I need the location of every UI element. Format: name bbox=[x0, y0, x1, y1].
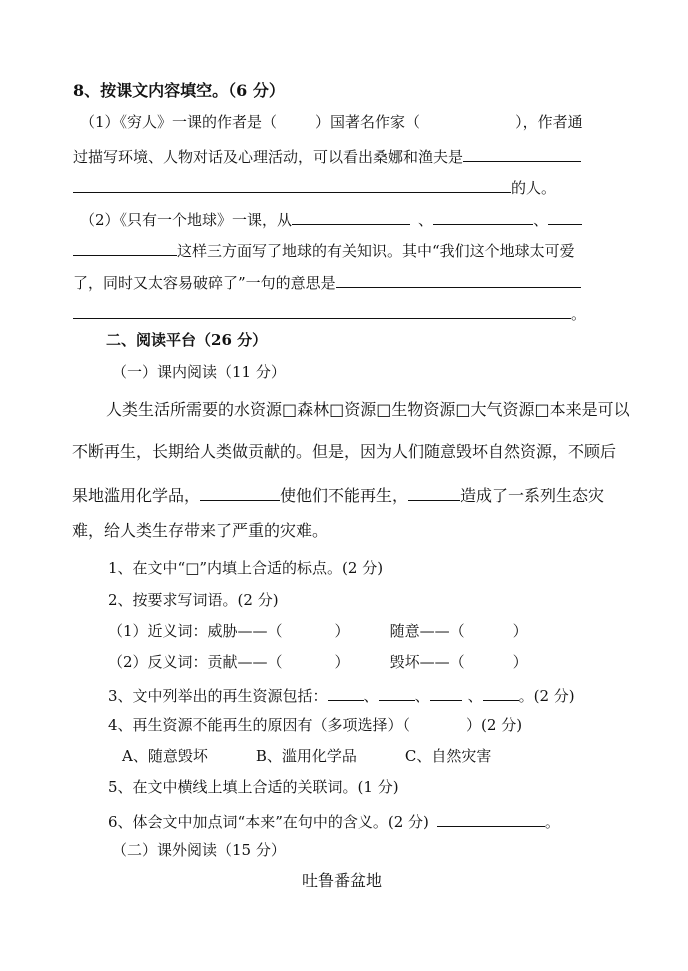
q2-antonyms bbox=[108, 655, 528, 670]
subsection-in-class-reading: （一）课内阅读（11 分） bbox=[112, 363, 286, 381]
q8-p1-mid: ）国著名作家（ bbox=[315, 113, 421, 131]
antonym-destroy-label: 毁坏——（ bbox=[389, 653, 465, 671]
q8-part2-line3 bbox=[73, 273, 581, 291]
blank-aspect-1[interactable] bbox=[292, 210, 410, 225]
q8-p1-line2-text: 过描写环境、人物对话及心理活动，可以看出桑娜和渔夫是 bbox=[73, 148, 464, 166]
close-paren: ） bbox=[512, 653, 528, 671]
period: 。 bbox=[571, 305, 587, 323]
reading-question-5: 5、在文中横线上填上合适的关联词。(1 分) bbox=[108, 778, 399, 796]
blank-aspect-2[interactable] bbox=[433, 210, 533, 225]
story-title: 吐鲁番盆地 bbox=[302, 871, 383, 890]
reading-question-6 bbox=[108, 812, 560, 830]
reading-question-2: 2、按要求写词语。(2 分) bbox=[108, 591, 279, 609]
separator: 、 bbox=[418, 211, 434, 229]
separator: 、 bbox=[467, 687, 483, 705]
blank-aspect-3-cont[interactable] bbox=[73, 241, 177, 256]
q8-p1-end: ），作者通 bbox=[515, 113, 583, 131]
q8-part2-line4 bbox=[73, 304, 586, 322]
reading-question-3 bbox=[108, 686, 575, 704]
blank-resource-1[interactable] bbox=[328, 686, 364, 701]
q4-option-a[interactable]: A、随意毁坏 bbox=[122, 747, 208, 765]
q6-end: 。 bbox=[544, 813, 560, 831]
blank-resource-2[interactable] bbox=[379, 686, 415, 701]
subsection-extracurricular-reading: （二）课外阅读（15 分） bbox=[112, 841, 286, 859]
synonym-random-label: 随意——（ bbox=[389, 622, 465, 640]
separator: 、 bbox=[363, 687, 379, 705]
section-2-title: 二、阅读平台（26 分） bbox=[106, 331, 268, 349]
q8-part2-line1 bbox=[80, 210, 582, 228]
synonym-threat-label: （1）近义词：威胁——（ bbox=[108, 622, 283, 640]
close-paren: ） bbox=[334, 622, 350, 640]
passage-line-3 bbox=[72, 486, 604, 504]
q4-end: ）(2 分) bbox=[466, 716, 523, 734]
q3-prefix: 3、文中列举出的再生资源包括： bbox=[108, 687, 328, 705]
question-8-title: 8、按课文内容填空。（6 分） bbox=[73, 81, 285, 100]
q8-part2-line2 bbox=[73, 241, 575, 259]
q3-end: 。(2 分) bbox=[518, 687, 575, 705]
blank-sentence-meaning[interactable] bbox=[336, 273, 581, 288]
blank-conjunction-2[interactable] bbox=[408, 486, 460, 501]
passage-line-3b: 使他们不能再生， bbox=[280, 486, 409, 505]
passage-line-3c: 造成了一系列生态灾 bbox=[460, 486, 605, 505]
q4-option-c[interactable]: C、自然灾害 bbox=[404, 747, 492, 765]
passage-line-4: 难，给人类生存带来了严重的灾难。 bbox=[72, 521, 329, 540]
q8-part1-line2 bbox=[73, 147, 581, 165]
q8-p1-line3-end: 的人。 bbox=[511, 179, 557, 197]
q2-synonyms bbox=[108, 624, 528, 639]
q4-option-b[interactable]: B、滥用化学品 bbox=[255, 747, 357, 765]
blank-character-trait[interactable] bbox=[463, 147, 581, 162]
q8-p1-prefix: （1）《穷人》一课的作者是（ bbox=[80, 113, 278, 131]
blank-aspect-3[interactable] bbox=[548, 210, 582, 225]
q8-p2-prefix: （2）《只有一个地球》一课，从 bbox=[80, 211, 293, 229]
blank-conjunction-1[interactable] bbox=[200, 486, 280, 501]
reading-question-1: 1、在文中“□”内填上合适的标点。(2 分) bbox=[108, 559, 384, 577]
blank-resource-4[interactable] bbox=[483, 686, 519, 701]
passage-line-1: 人类生活所需要的水资源□森林□资源□生物资源□大气资源□本来是可以 bbox=[106, 400, 630, 419]
q8-part1-line1 bbox=[80, 115, 583, 130]
q8-p2-line3-text: 了，同时又太容易破碎了”一句的意思是 bbox=[73, 274, 336, 292]
separator: 、 bbox=[533, 211, 549, 229]
antonym-contribute-label: （2）反义词：贡献——（ bbox=[108, 653, 283, 671]
reading-question-4 bbox=[108, 718, 522, 733]
q4-text: 4、再生资源不能再生的原因有（多项选择）（ bbox=[108, 716, 411, 734]
blank-q6-answer[interactable] bbox=[437, 812, 545, 827]
q4-options bbox=[122, 749, 491, 764]
blank-sentence-meaning-cont[interactable] bbox=[73, 304, 571, 319]
q6-text: 6、体会文中加点词“本来”在句中的含义。(2 分) bbox=[108, 813, 429, 831]
passage-line-2: 不断再生，长期给人类做贡献的。但是，因为人们随意毁坏自然资源，不顾后 bbox=[72, 442, 617, 461]
passage-line-3a: 果地滥用化学品， bbox=[72, 486, 201, 505]
close-paren: ） bbox=[334, 653, 350, 671]
blank-character-trait-cont[interactable] bbox=[73, 178, 511, 193]
blank-resource-3[interactable] bbox=[430, 686, 462, 701]
separator: 、 bbox=[414, 687, 430, 705]
close-paren: ） bbox=[512, 622, 528, 640]
q8-part1-line3 bbox=[73, 178, 556, 196]
q8-p2-line2-text: 这样三方面写了地球的有关知识。其中“我们这个地球太可爱 bbox=[177, 242, 575, 260]
